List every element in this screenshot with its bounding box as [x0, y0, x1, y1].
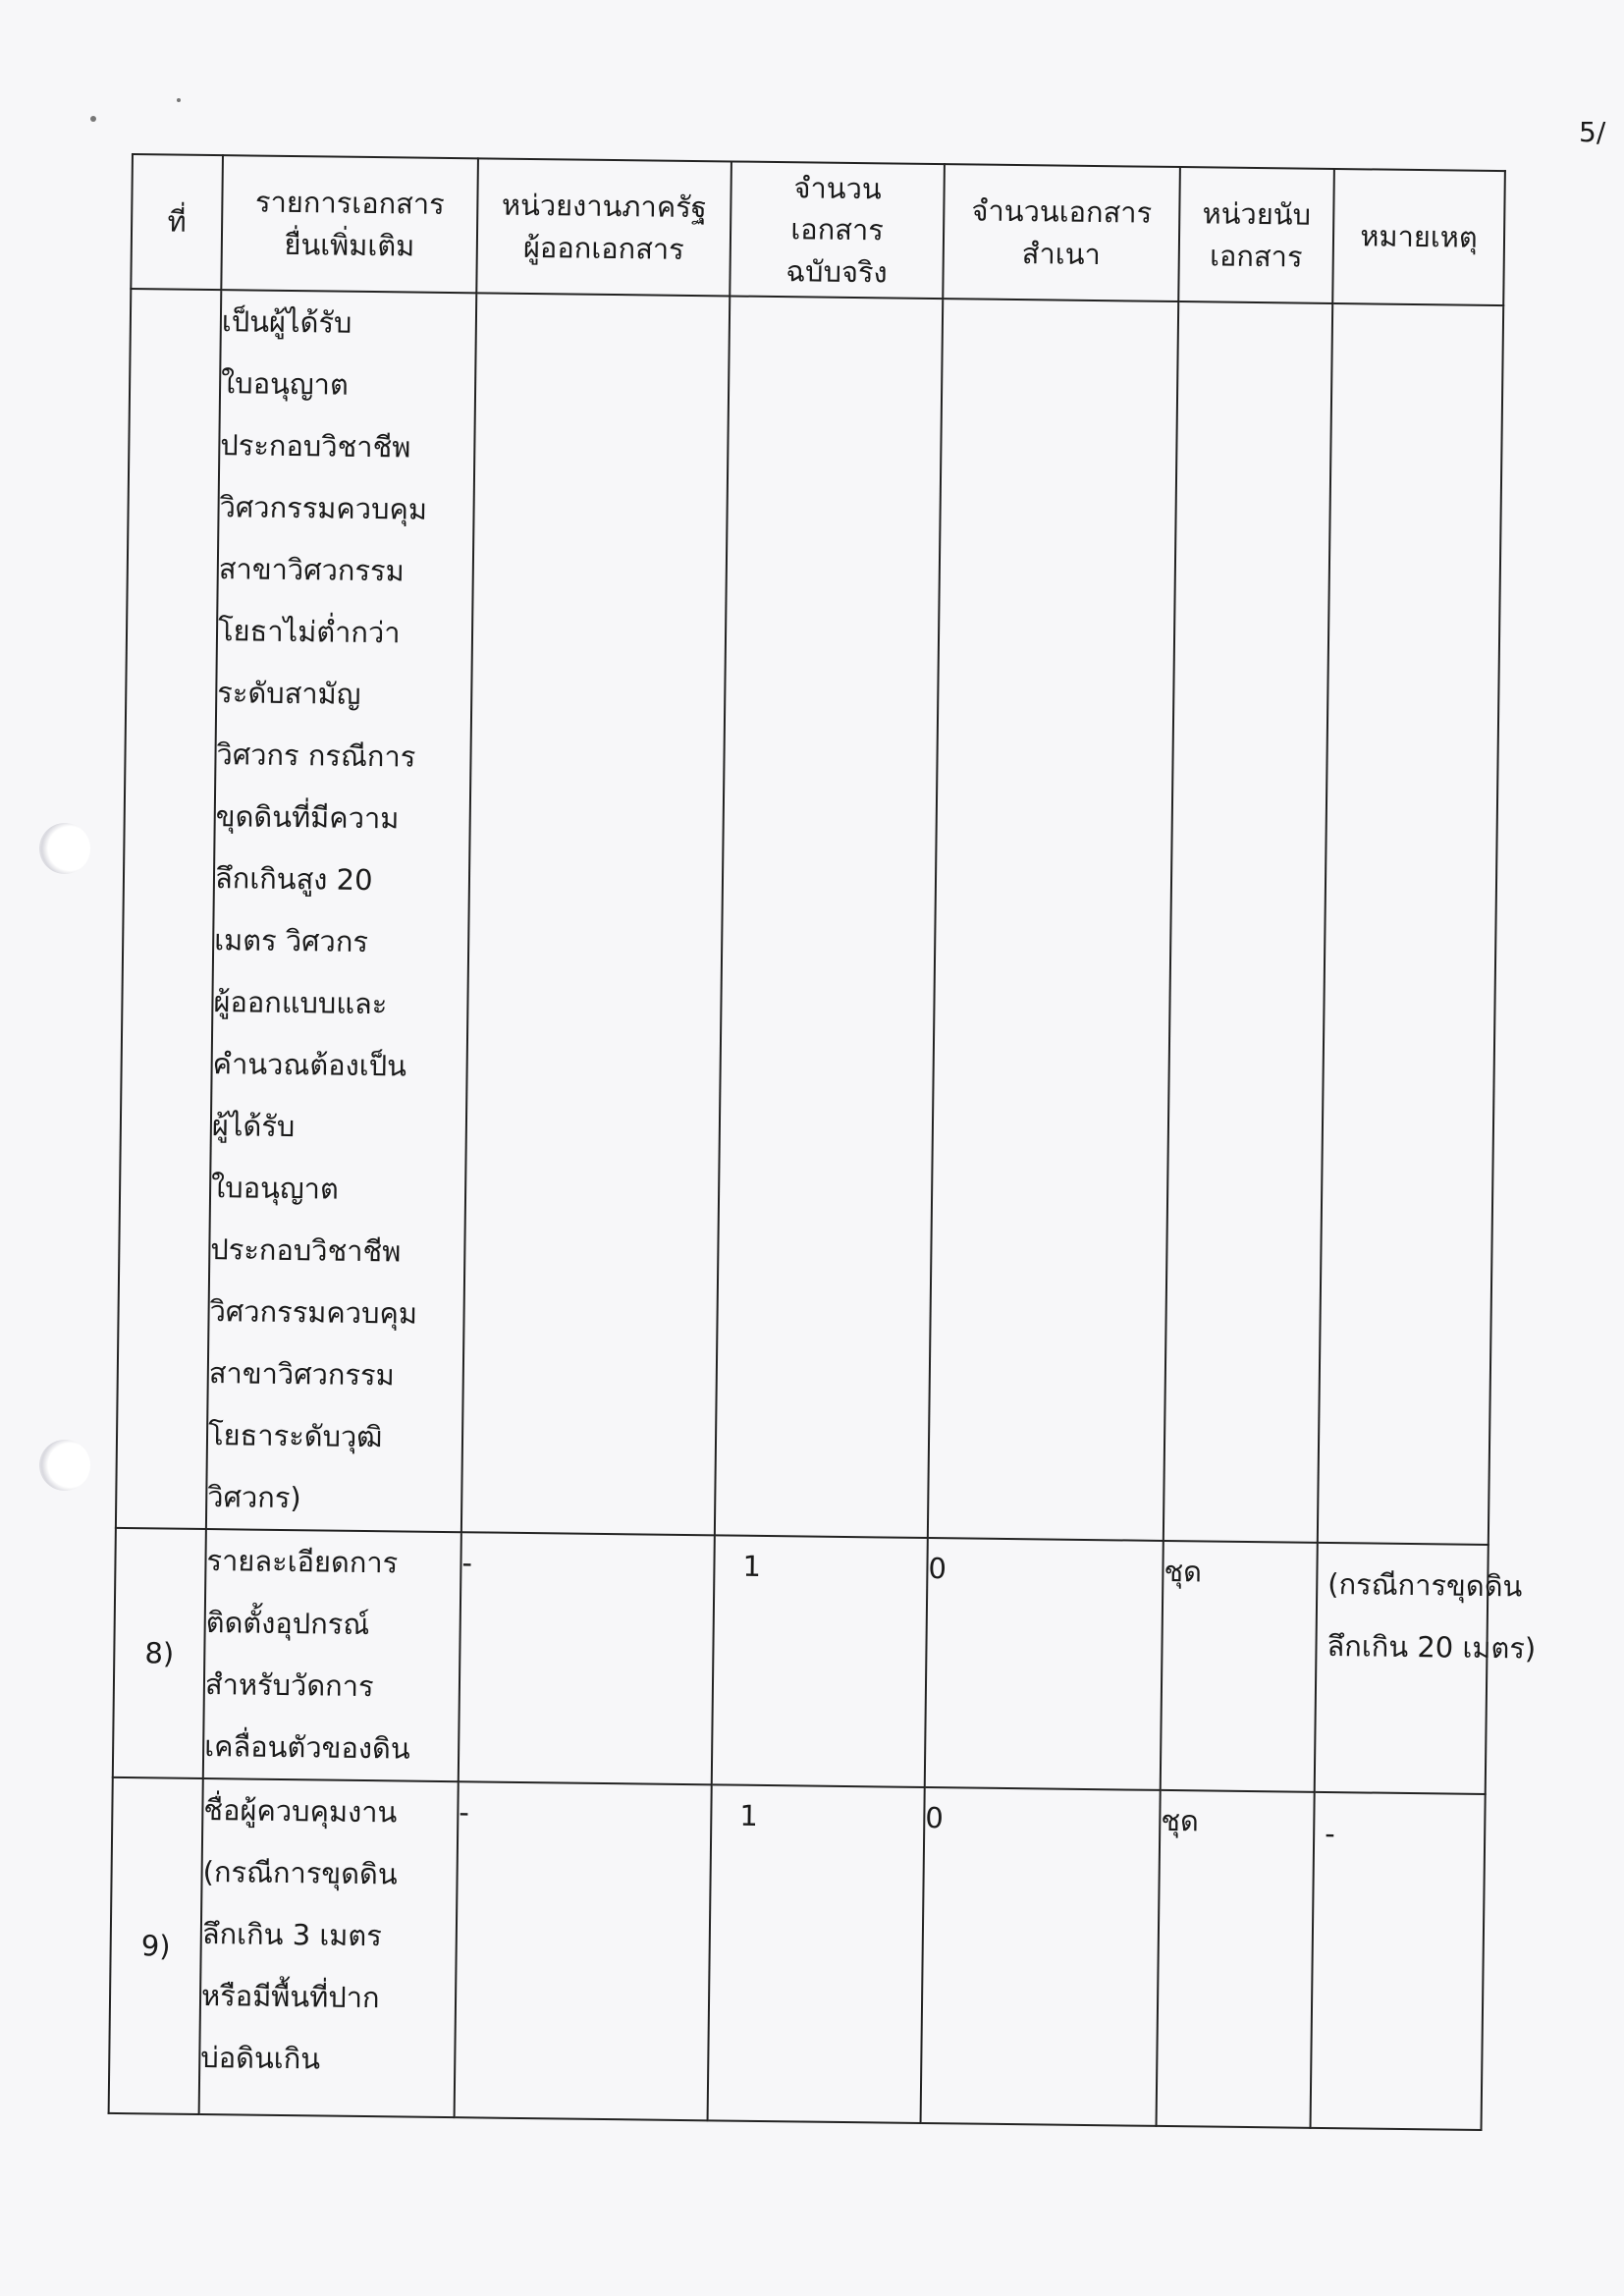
- description-line: ประกอบวิชาชีพ: [220, 428, 411, 465]
- scan-speck: [90, 116, 96, 122]
- header-number: ที่: [131, 154, 223, 290]
- table-header-row: [131, 154, 1505, 305]
- remark-line: -: [1324, 1816, 1335, 1851]
- table-row: [116, 289, 1503, 1545]
- copy-count-cell: 0: [925, 1538, 1164, 1790]
- header-remark: หมายเหตุ: [1332, 169, 1505, 305]
- description-line: สำหรับวัดการ: [204, 1667, 374, 1704]
- remark-line: (กรณีการขุดดิน: [1327, 1566, 1523, 1604]
- unit-cell: ชุด: [1161, 1541, 1318, 1792]
- remark-cell: [1315, 1543, 1537, 1794]
- header-document-list: รายการเอกสาร ยื่นเพิ่มเติม: [221, 155, 478, 293]
- header-issuing-agency: หน่วยงานภาครัฐ ผู้ออกเอกสาร: [476, 158, 731, 296]
- description-line: วิศวกร): [207, 1480, 301, 1515]
- punch-hole-top: [39, 823, 90, 874]
- header-copy-count: จำนวนเอกสาร สำเนา: [943, 164, 1180, 301]
- issuing-agency-cell: -: [459, 1532, 715, 1784]
- document-table-wrapper: [108, 153, 1537, 2124]
- row-number-cell: 8): [113, 1528, 206, 1778]
- description-line: ใบอนุญาต: [210, 1171, 339, 1206]
- document-table: [108, 153, 1537, 2131]
- description-line: ขุดดินที่มีความ: [215, 799, 400, 836]
- description-line: ใบอนุญาต: [220, 366, 349, 402]
- table-row: [109, 1777, 1486, 2130]
- description-line: วิศวกรรมควบคุม: [219, 490, 428, 526]
- original-count-cell: [715, 296, 943, 1538]
- copy-count-cell: 0: [921, 1787, 1161, 2126]
- remark-cell: [1318, 303, 1503, 1545]
- description-line: เคลื่อนตัวของดิน: [203, 1729, 410, 1766]
- remark-line: ลึกเกิน 20 เมตร): [1326, 1628, 1537, 1666]
- description-line: ติดตั้งอุปกรณ์: [205, 1606, 370, 1642]
- header-unit: หน่วยนับ เอกสาร: [1178, 167, 1334, 303]
- issuing-agency-cell: -: [455, 1781, 712, 2120]
- description-line: เป็นผู้ได้รับ: [221, 304, 352, 340]
- description-line: ผู้ออกแบบและ: [213, 985, 388, 1021]
- issuing-agency-cell: [461, 293, 730, 1535]
- original-count-cell: 1: [712, 1535, 928, 1787]
- remark-cell: [1311, 1792, 1486, 2130]
- description-line: รายละเอียดการ: [206, 1544, 399, 1580]
- document-description-cell: [206, 290, 476, 1532]
- description-line: โยธาระดับวุฒิ: [207, 1418, 383, 1454]
- page-number: 5/: [1579, 116, 1606, 148]
- description-line: เมตร วิศวกร: [214, 923, 369, 959]
- description-line: บ่อดินเกิน: [200, 2041, 321, 2076]
- description-line: ลึกเกิน 3 เมตร: [201, 1917, 383, 1953]
- description-line: ผู้ได้รับ: [211, 1109, 296, 1144]
- unit-cell: [1164, 301, 1332, 1543]
- unit-cell: ชุด: [1157, 1790, 1315, 2128]
- description-line: ชื่อผู้ควบคุมงาน: [203, 1793, 398, 1830]
- scan-speck: [177, 98, 181, 102]
- description-line: สาขาวิศวกรรม: [218, 552, 405, 588]
- description-line: (กรณีการขุดดิน: [202, 1855, 398, 1891]
- description-line: โยธาไม่ต่ำกว่า: [217, 614, 401, 650]
- row-number-cell: 9): [109, 1777, 203, 2114]
- copy-count-cell: [928, 299, 1178, 1541]
- header-original-count: จำนวน เอกสาร ฉบับจริง: [730, 161, 945, 299]
- description-line: ระดับสามัญ: [217, 676, 361, 711]
- description-line: ลึกเกินสูง 20: [214, 861, 373, 898]
- table-row: [113, 1528, 1489, 1794]
- description-line: หรือมีพื้นที่ปาก: [200, 1979, 380, 2015]
- description-line: วิศวกรรมควบคุม: [209, 1294, 418, 1331]
- document-description-cell: [203, 1529, 461, 1781]
- punch-hole-bottom: [39, 1440, 90, 1491]
- row-number-cell: [116, 289, 221, 1529]
- original-count-cell: 1: [708, 1784, 925, 2123]
- description-line: สาขาวิศวกรรม: [208, 1356, 395, 1393]
- description-line: วิศวกร กรณีการ: [216, 738, 416, 774]
- document-description-cell: [199, 1778, 459, 2117]
- description-line: ประกอบวิชาชีพ: [210, 1232, 402, 1269]
- description-line: คำนวณต้องเป็น: [212, 1047, 407, 1083]
